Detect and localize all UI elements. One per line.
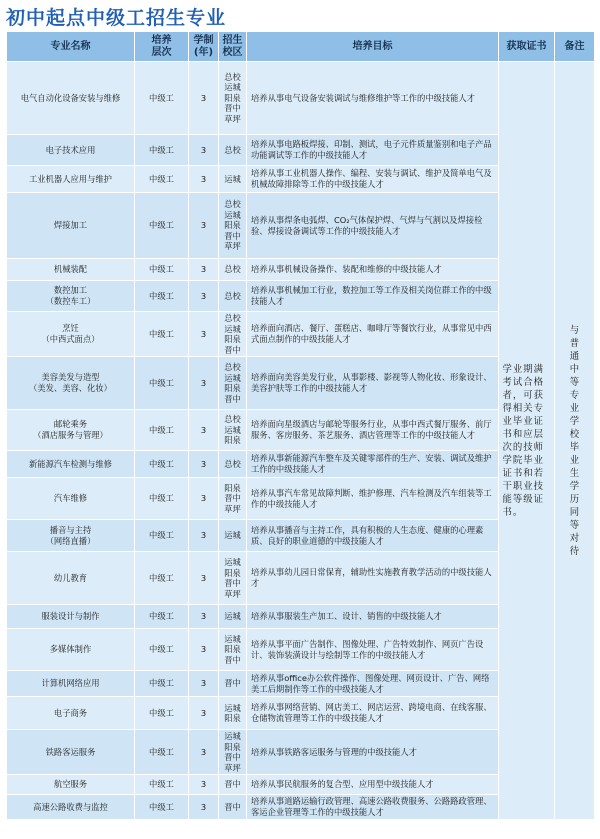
training-level-cell: 中级工 bbox=[135, 775, 189, 795]
training-goal-cell: 培养从事平面广告制作、图像处理、广告特效制作、网页广告设计、装饰装潢设计与绘制等工作的中级技能人才 bbox=[247, 629, 499, 671]
training-goal-cell: 培养面向星级酒店与邮轮等服务行业，从事中西式餐厅服务、前厅服务、客房服务、茶艺服务、酒店管理等工作的中级技能人才 bbox=[247, 410, 499, 451]
campus-cell: 晋中 bbox=[219, 775, 247, 795]
campus-cell: 运城 阳泉 bbox=[219, 697, 247, 730]
training-level-cell: 中级工 bbox=[135, 520, 189, 552]
campus-cell: 总校 运城 阳泉 bbox=[219, 410, 247, 451]
training-goal-cell: 培养从事机械设备操作、装配和维修的中级技能人才 bbox=[247, 259, 499, 281]
header-years: 学制 (年) bbox=[189, 32, 219, 62]
training-goal-cell: 培养从事电路板焊接、印制、测试，电子元件质量鉴别和电子产品功能调试等工作的中级技能人才 bbox=[247, 135, 499, 166]
major-name-line: （网络直播） bbox=[45, 535, 96, 546]
major-name-cell bbox=[7, 478, 135, 520]
note-cell bbox=[555, 62, 595, 820]
training-level-cell: 中级工 bbox=[135, 166, 189, 193]
major-name-line: 机械装配 bbox=[53, 264, 88, 274]
majors-table-wrapper bbox=[6, 31, 594, 820]
training-level-cell: 中级工 bbox=[135, 478, 189, 520]
training-goal-cell: 培养从事office办公软件操作、图像处理、网页设计、广告、网络美工后期制作等工作的中级技能人才 bbox=[247, 671, 499, 697]
header-note: 备注 bbox=[555, 32, 595, 62]
training-goal-cell: 培养从事播音与主持工作，具有积极的人生态度、健康的心理素质、良好的职业道德的中级技能人才 bbox=[247, 520, 499, 552]
training-goal-cell: 培养面向美容美发行业，从事影楼、影视等人物化妆、形象设计、美容护肤等工作的中级技能人才 bbox=[247, 357, 499, 410]
major-name-line: 电子技术应用 bbox=[45, 144, 96, 155]
years-cell: 3 bbox=[189, 795, 219, 820]
major-name-cell bbox=[7, 605, 135, 629]
major-name-line: 邮轮乘务 bbox=[53, 419, 88, 429]
major-name-cell bbox=[7, 357, 135, 410]
years-cell: 3 bbox=[189, 62, 219, 135]
years-cell: 3 bbox=[189, 166, 219, 193]
major-name-line: 烹饪 bbox=[62, 323, 79, 333]
training-level-cell: 中级工 bbox=[135, 552, 189, 605]
major-name-cell bbox=[7, 193, 135, 259]
training-level-cell: 中级工 bbox=[135, 357, 189, 410]
campus-cell: 运城 bbox=[219, 605, 247, 629]
major-name-line: 计算机网络应用 bbox=[41, 678, 100, 688]
years-cell: 3 bbox=[189, 357, 219, 410]
major-name-cell bbox=[7, 259, 135, 281]
major-name-line: 美容美发与造型 bbox=[41, 372, 100, 382]
years-cell: 3 bbox=[189, 775, 219, 795]
training-goal-cell: 培养从事工业机器人操作、编程、安装与调试、维护及简单电气及机械故障排除等工作的中级技能人才 bbox=[247, 166, 499, 193]
years-cell: 3 bbox=[189, 193, 219, 259]
major-name-line: （数控车工） bbox=[45, 296, 96, 306]
major-name-line: 汽车维修 bbox=[53, 493, 88, 503]
training-goal-cell: 培养从事汽车常见故障判断、维护修理、汽车检测及汽车组装等工作的中级技能人才 bbox=[247, 478, 499, 520]
major-name-line: 工业机器人应用与维护 bbox=[29, 173, 112, 184]
major-name-line: 数控加工 bbox=[53, 285, 88, 295]
major-name-line: 多媒体制作 bbox=[49, 644, 92, 654]
major-name-cell bbox=[7, 62, 135, 135]
table-row bbox=[7, 62, 595, 135]
training-goal-cell: 培养从事铁路客运服务与管理的中级技能人才 bbox=[247, 730, 499, 775]
major-name-line: 焊接加工 bbox=[53, 220, 88, 230]
training-level-cell: 中级工 bbox=[135, 62, 189, 135]
training-level-cell: 中级工 bbox=[135, 671, 189, 697]
campus-cell: 总校 bbox=[219, 451, 247, 478]
major-name-cell bbox=[7, 697, 135, 730]
major-name-line: （酒店服务与管理） bbox=[33, 430, 108, 440]
campus-cell: 晋中 bbox=[219, 671, 247, 697]
major-name-cell bbox=[7, 775, 135, 795]
majors-table bbox=[6, 31, 595, 820]
years-cell: 3 bbox=[189, 451, 219, 478]
years-cell: 3 bbox=[189, 520, 219, 552]
years-cell: 3 bbox=[189, 410, 219, 451]
years-cell: 3 bbox=[189, 697, 219, 730]
major-name-line: （美发、美容、化妆） bbox=[29, 383, 112, 393]
major-name-cell bbox=[7, 671, 135, 697]
years-cell: 3 bbox=[189, 605, 219, 629]
major-name-line: 高速公路收费与监控 bbox=[33, 801, 108, 812]
training-level-cell: 中级工 bbox=[135, 795, 189, 820]
training-level-cell: 中级工 bbox=[135, 135, 189, 166]
major-name-line: 电子商务 bbox=[53, 707, 88, 718]
training-level-cell: 中级工 bbox=[135, 451, 189, 478]
major-name-line: 铁路客运服务 bbox=[45, 746, 96, 757]
major-name-cell bbox=[7, 166, 135, 193]
years-cell: 3 bbox=[189, 312, 219, 357]
major-name-line: 幼儿教育 bbox=[53, 572, 88, 583]
training-level-cell: 中级工 bbox=[135, 697, 189, 730]
training-goal-cell: 培养从事民航服务的复合型、应用型中级技能人才 bbox=[247, 775, 499, 795]
campus-cell: 阳泉 晋中 草坪 bbox=[219, 478, 247, 520]
table-header-row bbox=[7, 32, 595, 62]
campus-cell: 总校 bbox=[219, 259, 247, 281]
table-body bbox=[7, 62, 595, 820]
campus-cell: 总校 bbox=[219, 135, 247, 166]
major-name-line: 服装设计与制作 bbox=[41, 611, 100, 621]
major-name-cell bbox=[7, 312, 135, 357]
training-goal-cell: 培养从事服装生产加工、设计、销售的中级技能人才 bbox=[247, 605, 499, 629]
campus-cell: 运城 bbox=[219, 166, 247, 193]
header-name: 专业名称 bbox=[7, 32, 135, 62]
header-level: 培养 层次 bbox=[135, 32, 189, 62]
training-level-cell: 中级工 bbox=[135, 730, 189, 775]
campus-cell: 运城 bbox=[219, 520, 247, 552]
campus-cell: 总校 bbox=[219, 281, 247, 312]
major-name-line: 新能源汽车检测与维修 bbox=[29, 458, 112, 469]
major-name-cell bbox=[7, 730, 135, 775]
training-level-cell: 中级工 bbox=[135, 193, 189, 259]
training-goal-cell: 培养面向酒店、餐厅、蛋糕店、咖啡厅等餐饮行业，从事常见中西式面点制作的中级技能人才 bbox=[247, 312, 499, 357]
training-goal-cell: 培养从事新能源汽车整车及关键零部件的生产、安装、调试及维护工作的中级技能人才 bbox=[247, 451, 499, 478]
years-cell: 3 bbox=[189, 671, 219, 697]
major-name-line: 电气自动化设备安装与维修 bbox=[20, 92, 121, 103]
training-level-cell: 中级工 bbox=[135, 410, 189, 451]
major-name-cell bbox=[7, 135, 135, 166]
campus-cell: 运城 阳泉 晋中 草坪 bbox=[219, 730, 247, 775]
header-campus: 招生 校区 bbox=[219, 32, 247, 62]
campus-cell: 总校 运城 阳泉 晋中 bbox=[219, 312, 247, 357]
note-text: 与普通中等专业学校毕业生学历同等对待 bbox=[569, 324, 580, 557]
major-name-cell bbox=[7, 451, 135, 478]
years-cell: 3 bbox=[189, 629, 219, 671]
major-name-cell bbox=[7, 629, 135, 671]
training-level-cell: 中级工 bbox=[135, 605, 189, 629]
campus-cell: 晋中 bbox=[219, 795, 247, 820]
training-goal-cell: 培养从事幼儿园日常保育，辅助性实施教育教学活动的中级技能人才 bbox=[247, 552, 499, 605]
training-level-cell: 中级工 bbox=[135, 312, 189, 357]
campus-cell: 运城 阳泉 晋中 bbox=[219, 629, 247, 671]
major-name-line: 播音与主持 bbox=[49, 524, 92, 535]
training-goal-cell: 培养从事焊条电弧焊、CO₂气体保护焊、气焊与气割以及焊接检验、焊接设备调试等工作的中级技能人才 bbox=[247, 193, 499, 259]
training-level-cell: 中级工 bbox=[135, 259, 189, 281]
campus-cell: 总校 运城 阳泉 晋中 bbox=[219, 357, 247, 410]
campus-cell: 运城 阳泉 晋中 草坪 bbox=[219, 552, 247, 605]
major-name-cell bbox=[7, 281, 135, 312]
major-name-cell bbox=[7, 410, 135, 451]
years-cell: 3 bbox=[189, 552, 219, 605]
training-goal-cell: 培养从事网络营销、网店美工、网店运营、跨境电商、在线客服、仓储物流管理等工作的中级技能人才 bbox=[247, 697, 499, 730]
training-goal-cell: 培养从事机械加工行业，数控加工等工作及相关岗位群工作的中级技能人才 bbox=[247, 281, 499, 312]
major-name-cell bbox=[7, 795, 135, 820]
page-title: 初中起点中级工招生专业 bbox=[6, 7, 227, 29]
training-goal-cell: 培养从事道路运输行政管理、高速公路收费服务、公路路政管理、客运企业管理等工作的中级技能人才 bbox=[247, 795, 499, 820]
header-cert: 获取证书 bbox=[499, 32, 555, 62]
major-name-line: 航空服务 bbox=[53, 779, 88, 789]
training-level-cell: 中级工 bbox=[135, 629, 189, 671]
campus-cell: 总校 运城 阳泉 晋中 草坪 bbox=[219, 62, 247, 135]
years-cell: 3 bbox=[189, 478, 219, 520]
years-cell: 3 bbox=[189, 259, 219, 281]
major-name-line: （中西式面点） bbox=[41, 334, 100, 344]
years-cell: 3 bbox=[189, 135, 219, 166]
certificate-text: 学业期满考试合格者，可获得相关专业毕业证书和应层次的技师学院毕业证书和若干职业技能等级证书。 bbox=[502, 363, 545, 518]
header-goal: 培养目标 bbox=[247, 32, 499, 62]
certificate-cell bbox=[499, 62, 555, 820]
years-cell: 3 bbox=[189, 730, 219, 775]
major-name-cell bbox=[7, 520, 135, 552]
years-cell: 3 bbox=[189, 281, 219, 312]
training-level-cell: 中级工 bbox=[135, 281, 189, 312]
campus-cell: 总校 运城 阳泉 晋中 草坪 bbox=[219, 193, 247, 259]
major-name-cell bbox=[7, 552, 135, 605]
training-goal-cell: 培养从事电气设备安装调试与维修维护等工作的中级技能人才 bbox=[247, 62, 499, 135]
